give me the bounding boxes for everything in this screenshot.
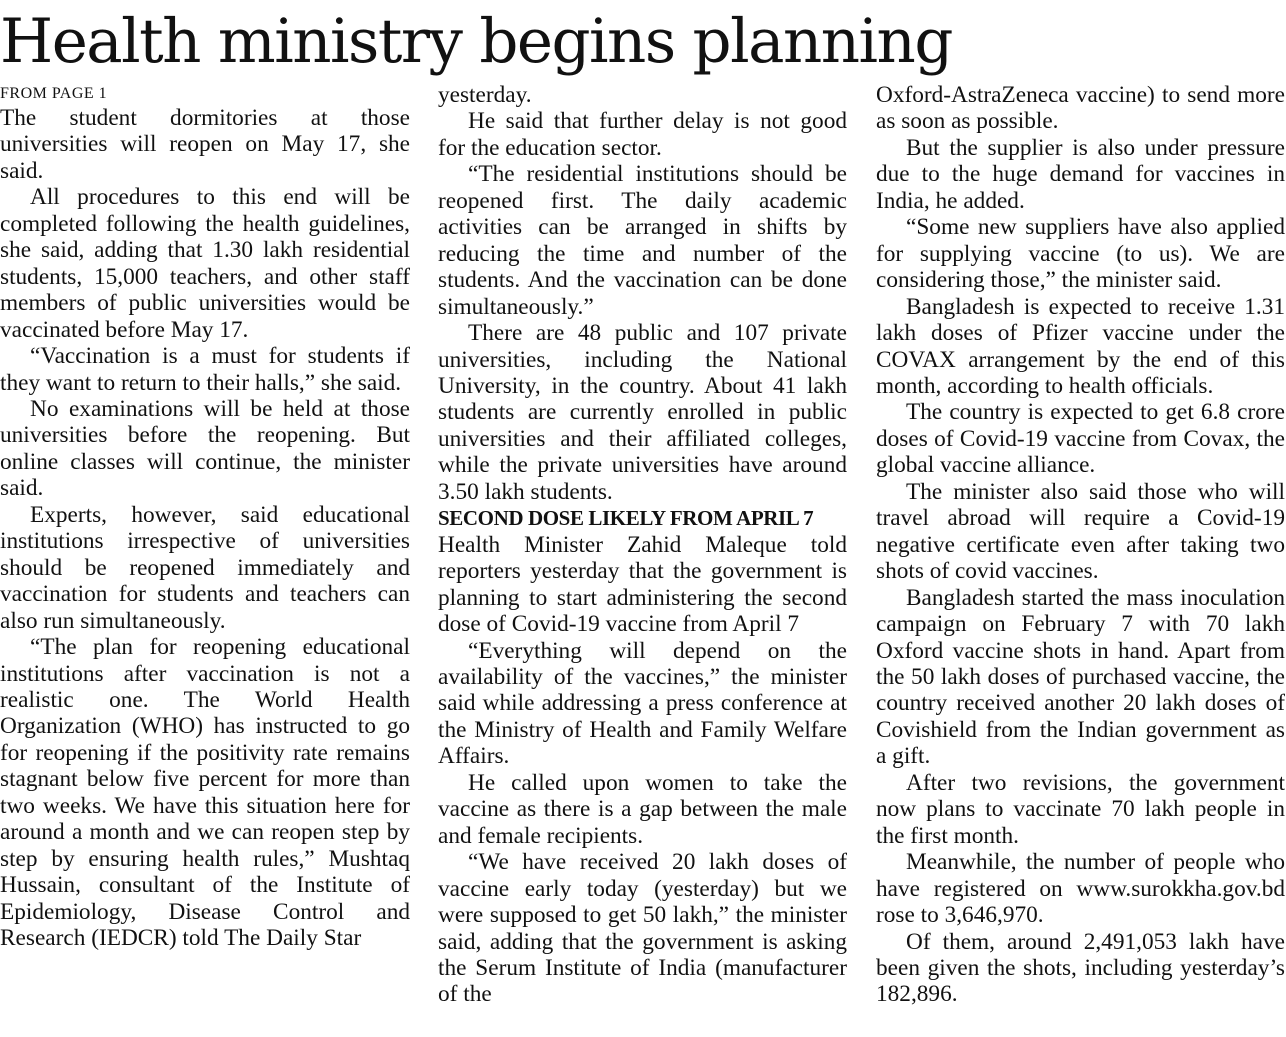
paragraph: “Vaccination is a must for students if they want to return to their halls,” she said.	[0, 343, 410, 396]
paragraph: “We have received 20 lakh doses of vaccine early today (yesterday) but we were supposed to get 50 lakh,” the minister said, adding that the government is asking the Serum Institute of India (manufacturer of the	[438, 849, 847, 1008]
headline: Health ministry begins planning	[0, 6, 952, 77]
paragraph: Health Minister Zahid Maleque told reporters yesterday that the government is planning to start administering the second dose of Covid-19 vaccine from April 7	[438, 531, 847, 638]
paragraph: Experts, however, said educational institutions irrespective of universities should be reopened immediately and vaccination for students and teachers can also run simultaneously.	[0, 501, 410, 634]
paragraph: The student dormitories at those universities will reopen on May 17, she said.	[0, 105, 410, 184]
article-column-3	[876, 82, 1285, 1034]
paragraph: No examinations will be held at those universities before the reopening. But online classes will continue, the minister said.	[0, 395, 410, 502]
paragraph: Oxford-AstraZeneca vaccine) to send more as soon as possible.	[876, 82, 1285, 135]
article-column-2	[438, 82, 847, 1034]
paragraph: “The residential institutions should be reopened first. The daily academic activities can be arranged in shifts by reducing the time and number of the students. And the vaccination can be done simultaneously.”	[438, 161, 847, 320]
paragraph: The minister also said those who will travel abroad will require a Covid-19 negative certificate even after taking two shots of covid vaccines.	[876, 478, 1285, 585]
paragraph: Bangladesh is expected to receive 1.31 lakh doses of Pfizer vaccine under the COVAX arrangement by the end of this month, according to health officials.	[876, 293, 1285, 399]
paragraph: “The plan for reopening educational institutions after vaccination is not a realistic one. The World Health Organization (WHO) has instructed to go for reopening if the positivity rate remains stagnant below five percent for more than two weeks. We have this situation here for around a month and we can reopen step by step by ensuring health rules,” Mushtaq Hussain, consultant of the Institute of Epidemiology, Disease Control and Research (IEDCR) told The Daily Star	[0, 634, 410, 952]
paragraph: yesterday.	[438, 82, 532, 108]
paragraph: “Everything will depend on the availability of the vaccines,” the minister said while addressing a press conference at the Ministry of Health and Family Welfare Affairs.	[438, 637, 847, 770]
paragraph: All procedures to this end will be completed following the health guidelines, she said, adding that 1.30 lakh residential students, 15,000 teachers, and other staff members of public universities would be vaccinated before May 17.	[0, 184, 410, 343]
paragraph: Of them, around 2,491,053 lakh have been given the shots, including yesterday’s 182,896.	[876, 928, 1285, 1008]
paragraph: Bangladesh started the mass inoculation campaign on February 7 with 70 lakh Oxford vaccine shots in hand. Apart from the 50 lakh doses of purchased vaccine, the country received another 20 lakh doses of Covishield from the Indian government as a gift.	[876, 584, 1285, 770]
paragraph: After two revisions, the government now plans to vaccinate 70 lakh people in the first month.	[876, 769, 1285, 849]
jump-line: FROM PAGE 1	[0, 85, 108, 102]
paragraph: Meanwhile, the number of people who have registered on www.surokkha.gov.bd rose to 3,646,970.	[876, 849, 1285, 929]
paragraph: “Some new suppliers have also applied for supplying vaccine (to us). We are considering those,” the minister said.	[876, 214, 1285, 294]
paragraph: The country is expected to get 6.8 crore doses of Covid-19 vaccine from Covax, the global vaccine alliance.	[876, 399, 1285, 479]
article-column-1	[0, 82, 410, 1034]
paragraph: But the supplier is also under pressure due to the huge demand for vaccines in India, he added.	[876, 134, 1285, 214]
subheading: SECOND DOSE LIKELY FROM APRIL 7	[438, 506, 814, 531]
paragraph: He said that further delay is not good for the education sector.	[438, 108, 847, 161]
paragraph: There are 48 public and 107 private universities, including the National University, in the country. About 41 lakh students are currently enrolled in public universities and their affiliated colleges, while the private universities have around 3.50 lakh students.	[438, 320, 847, 505]
paragraph: He called upon women to take the vaccine as there is a gap between the male and female recipients.	[438, 769, 847, 849]
